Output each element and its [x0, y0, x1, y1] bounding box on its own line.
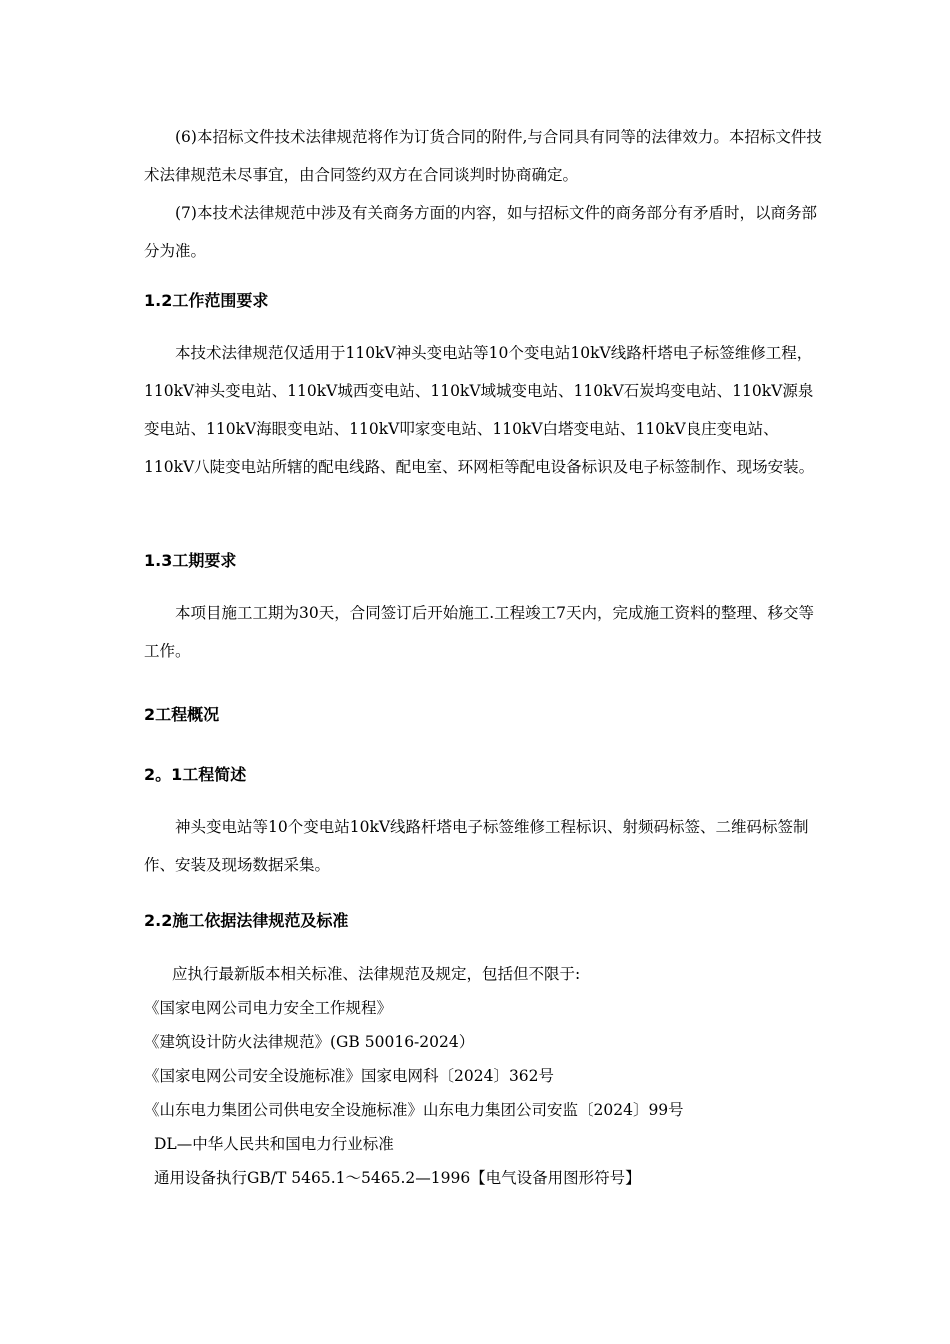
paragraph-item-6: (6)本招标文件技术法律规范将作为订货合同的附件,与合同具有同等的法律效力。本招标文件技术法律规范未尽事宜，由合同签约双方在合同谈判时协商确定。	[144, 128, 822, 184]
paragraph-overview: 神头变电站等10个变电站10kV线路杆塔电子标签维修工程标识、射频码标签、二维码标签制作、安装及现场数据采集。	[144, 818, 809, 874]
paragraph-scope: 本技术法律规范仅适用于110kV神头变电站等10个变电站10kV线路杆塔电子标签维修工程，110kV神头变电站、110kV城西变电站、110kV域城变电站、110kV石炭坞变电站、110kV源泉变电站、110kV海眼变电站、110kV叩家变电站、110kV白塔变电站、110kV良庄变电站、110kV八陡变电站所辖的配电线路、配电室、环网柜等配电设备标识及电子标签制作、现场安装。	[144, 344, 815, 476]
reference-item: DL—中华人民共和国电力行业标准	[154, 1135, 394, 1153]
heading-2-1: 2。1工程简述	[144, 765, 247, 784]
heading-1-3: 1.3工期要求	[144, 551, 237, 570]
paragraph-schedule: 本项目施工工期为30天，合同签订后开始施工.工程竣工7天内，完成施工资料的整理、移交等工作。	[144, 604, 815, 660]
reference-item: 《国家电网公司安全设施标准》国家电网科〔2024〕362号	[144, 1067, 555, 1085]
reference-item: 通用设备执行GB/T 5465.1～5465.2—1996【电气设备用图形符号】	[154, 1169, 641, 1187]
heading-2-2: 2.2施工依据法律规范及标准	[144, 911, 349, 930]
reference-item: 《山东电力集团公司供电安全设施标准》山东电力集团公司安监〔2024〕99号	[144, 1101, 684, 1119]
reference-item: 《建筑设计防火法律规范》(GB 50016-2024）	[144, 1033, 475, 1051]
heading-1-2: 1.2工作范围要求	[144, 291, 269, 310]
standards-intro: 应执行最新版本相关标准、法律规范及规定，包括但不限于:	[172, 965, 581, 983]
paragraph-item-7: (7)本技术法律规范中涉及有关商务方面的内容，如与招标文件的商务部分有矛盾时，以商务部分为准。	[144, 204, 817, 260]
reference-item: 《国家电网公司电力安全工作规程》	[144, 999, 393, 1017]
heading-2: 2工程概况	[144, 705, 220, 724]
